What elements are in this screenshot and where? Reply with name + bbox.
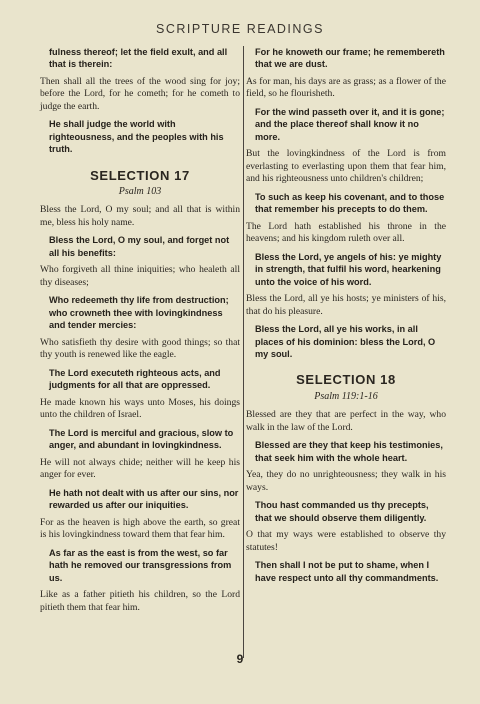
- responsive-verse: Blessed are they that keep his testimonies, that seek him with the whole heart.: [255, 440, 443, 463]
- responsive-verse: The Lord executeth righteous acts, and judgments for all that are oppressed.: [49, 367, 221, 391]
- responsive-verse: Bless the Lord, ye angels of his: ye mighty in strength, that fulfil his word, hearkening unto the voice of his word.: [255, 251, 442, 287]
- reading-verse: The Lord hath established his throne in the heavens; and his kingdom ruleth over all.: [246, 220, 446, 245]
- psalm-reference: Psalm 103: [118, 186, 162, 198]
- page-number: 9: [236, 652, 244, 666]
- left-column: [40, 46, 240, 619]
- reading-verse: O that my ways were established to observe thy statutes!: [246, 529, 446, 553]
- responsive-verse: The Lord is merciful and gracious, slow to anger, and abundant in lovingkindness.: [49, 427, 234, 451]
- reading-verse: Blessed are they that are perfect in the way, who walk in the law of the Lord.: [246, 409, 446, 433]
- reading-verse: He made known his ways unto Moses, his doings unto the children of Israel.: [40, 396, 240, 421]
- right-column: [246, 46, 446, 589]
- reading-verse: Yea, they do no unrighteousness; they walk in his ways.: [246, 469, 446, 493]
- reading-verse: Bless the Lord, O my soul; and all that is within me, bless his holy name.: [40, 204, 240, 228]
- reading-verse: Like as a father pitieth his children, so the Lord pitieth them that fear him.: [40, 589, 240, 613]
- column-divider: [243, 46, 244, 658]
- reading-verse: He will not always chide; neither will he keep his anger for ever.: [40, 456, 240, 481]
- responsive-verse: Bless the Lord, all ye his works, in all places of his dominion: bless the Lord, O my soul.: [255, 324, 436, 360]
- reading-verse: Who satisfieth thy desire with good things; so that thy youth is renewed like the eagle.: [40, 336, 240, 361]
- running-header: SCRIPTURE READINGS: [156, 22, 324, 36]
- selection-heading: SELECTION 18: [296, 372, 396, 388]
- responsive-verse: He hath not dealt with us after our sins, nor rewarded us after our iniquities.: [49, 487, 239, 511]
- responsive-verse: Bless the Lord, O my soul, and forget not all his benefits:: [49, 235, 230, 258]
- responsive-verse: Who redeemeth thy life from destruction; who crowneth thee with lovingkindness and tender mercies:: [49, 295, 229, 331]
- responsive-verse: Then shall I not be put to shame, when I have respect unto all thy commandments.: [255, 560, 439, 583]
- psalm-reference: Psalm 119:1-16: [314, 390, 378, 402]
- reading-verse: For as the heaven is high above the earth, so great is his lovingkindness toward them that fear him.: [40, 516, 240, 541]
- reading-verse: Then shall all the trees of the wood sing for joy; before the Lord, for he cometh; for he cometh to judge the earth.: [40, 76, 240, 112]
- responsive-verse: Thou hast commanded us thy precepts, that we should observe them diligently.: [255, 500, 429, 523]
- responsive-verse: For the wind passeth over it, and it is gone; and the place thereof shall know it no more.: [255, 107, 445, 142]
- reading-verse: Who forgiveth all thine iniquities; who healeth all thy diseases;: [40, 264, 240, 288]
- selection-heading: SELECTION 17: [90, 167, 190, 183]
- responsive-verse: For he knoweth our frame; he remembereth that we are dust.: [255, 47, 445, 70]
- reading-verse: As for man, his days are as grass; as a flower of the field, so he flourisheth.: [246, 76, 446, 100]
- responsive-verse: As far as the east is from the west, so far hath he removed our transgressions from us.: [49, 547, 232, 583]
- reading-verse: But the lovingkindness of the Lord is from everlasting to everlasting upon them that fear him, and his righteousness unto children's children;: [246, 148, 446, 185]
- responsive-verse: fulness thereof; let the field exult, and all that is therein:: [49, 47, 228, 70]
- responsive-verse: He shall judge the world with righteousness, and the peoples with his truth.: [49, 119, 224, 155]
- responsive-verse: To such as keep his covenant, and to those that remember his precepts to do them.: [255, 191, 445, 215]
- reading-verse: Bless the Lord, all ye his hosts; ye ministers of his, that do his pleasure.: [246, 293, 446, 317]
